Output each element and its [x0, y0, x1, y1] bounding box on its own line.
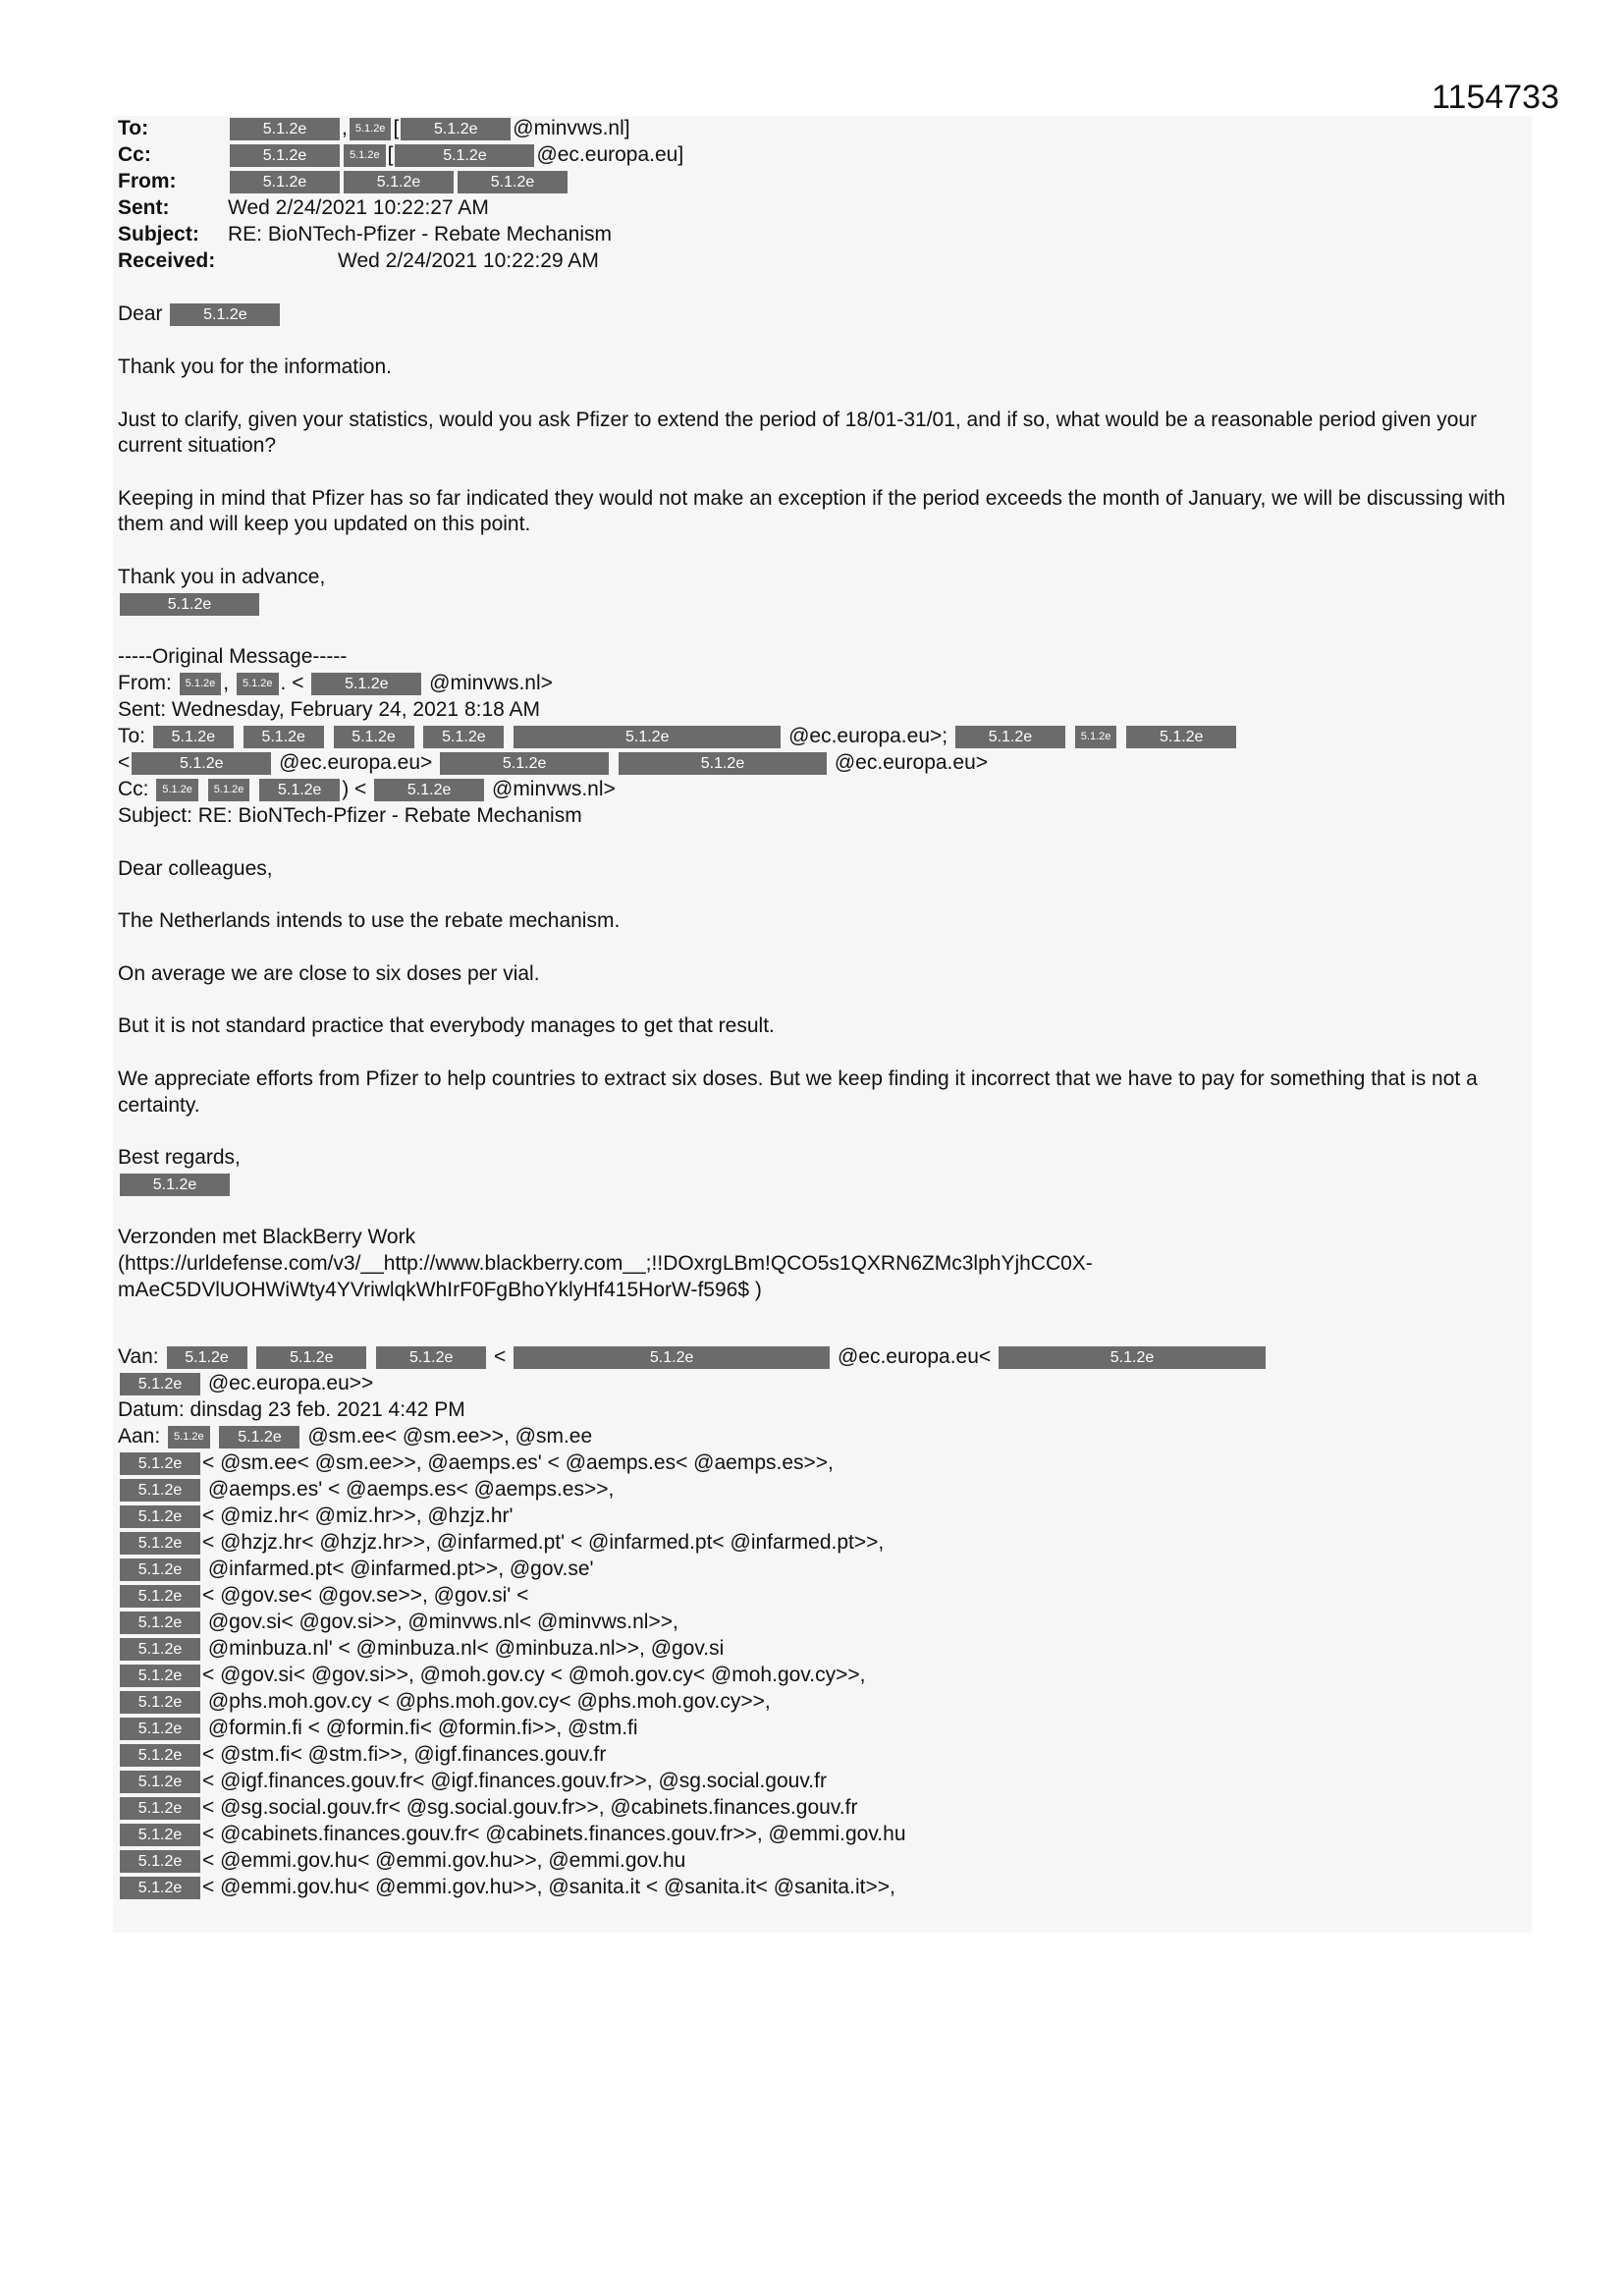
redaction: 5.1.2e [619, 752, 827, 775]
recipient-line: 5.1.2e < @miz.hr< @miz.hr>>, @hzjz.hr' [118, 1503, 1532, 1530]
received-row [118, 248, 1532, 275]
redaction: 5.1.2e [374, 779, 484, 801]
subject-row [118, 222, 1532, 248]
aan-row: Aan: 5.1.2e 5.1.2e @sm.ee< @sm.ee>>, @sm.ee [118, 1424, 593, 1448]
redaction: 5.1.2e [401, 118, 511, 140]
redaction: 5.1.2e [1126, 726, 1236, 748]
redaction: 5.1.2e [120, 1479, 200, 1502]
redaction: 5.1.2e [1075, 726, 1117, 748]
received-label: Received: [118, 249, 216, 273]
orig-to-cont: < 5.1.2e @ec.europa.eu> 5.1.2e 5.1.2e @ec.europa.eu> [118, 750, 989, 774]
recipient-line: 5.1.2e @gov.si< @gov.si>>, @minvws.nl< @minvws.nl>>, [118, 1610, 1532, 1636]
redaction: 5.1.2e [219, 1426, 299, 1449]
redaction: 5.1.2e [514, 726, 781, 748]
recipient-line: 5.1.2e @formin.fi < @formin.fi< @formin.fi>>, @stm.fi [118, 1716, 1532, 1742]
from-row [118, 169, 1532, 195]
recipient-line: 5.1.2e < @emmi.gov.hu< @emmi.gov.hu>>, @emmi.gov.hu [118, 1848, 1532, 1875]
recipient-line: 5.1.2e < @emmi.gov.hu< @emmi.gov.hu>>, @sanita.it < @sanita.it< @sanita.it>>, [118, 1875, 1532, 1901]
sent-label: Sent: [118, 196, 170, 220]
van-row-cont: 5.1.2e @ec.europa.eu>> [118, 1371, 1532, 1397]
recipient-line: 5.1.2e < @hzjz.hr< @hzjz.hr>>, @infarmed.pt' < @infarmed.pt< @infarmed.pt>>, [118, 1530, 1532, 1557]
redaction: 5.1.2e [120, 1797, 200, 1820]
redaction: 5.1.2e [120, 1452, 200, 1475]
from-label: From: [118, 170, 177, 193]
redaction: 5.1.2e [230, 118, 340, 140]
redaction: 5.1.2e [344, 171, 454, 193]
blackberry-line: Verzonden met BlackBerry Work [118, 1225, 416, 1248]
blackberry-url-cont: mAeC5DVlUOHWiWty4YVriwlqkWhIrF0FgBhoYklyHf415HorW-f596$ ) [118, 1278, 762, 1301]
subject-label: Subject: [118, 223, 199, 246]
sent-value: Wed 2/24/2021 10:22:27 AM [228, 196, 489, 220]
redaction: 5.1.2e [153, 726, 234, 748]
closing: Thank you in advance, [118, 565, 326, 588]
recipient-line: 5.1.2e < @stm.fi< @stm.fi>>, @igf.finances.gouv.fr [118, 1742, 1532, 1769]
redaction: 5.1.2e [120, 1558, 200, 1581]
redaction: 5.1.2e [120, 1612, 200, 1634]
closing: Best regards, [118, 1146, 241, 1170]
redaction: 5.1.2e [120, 1691, 200, 1714]
original-marker: -----Original Message----- [118, 644, 348, 668]
recipient-line: 5.1.2e @aemps.es' < @aemps.es< @aemps.es>>, [118, 1477, 1532, 1503]
redaction: 5.1.2e [999, 1346, 1266, 1369]
redaction: 5.1.2e [344, 144, 386, 167]
orig-sent: Sent: Wednesday, February 24, 2021 8:18 AM [118, 697, 540, 721]
redaction: 5.1.2e [334, 726, 414, 748]
redaction: 5.1.2e [180, 673, 222, 695]
redaction: 5.1.2e [132, 752, 271, 775]
redaction: 5.1.2e [440, 752, 609, 775]
redaction: 5.1.2e [423, 726, 504, 748]
recipient-line: 5.1.2e @infarmed.pt< @infarmed.pt>>, @gov.se' [118, 1557, 1532, 1583]
redaction: 5.1.2e [170, 303, 280, 326]
greeting: Dear 5.1.2e [118, 301, 1532, 328]
redaction: 5.1.2e [259, 779, 340, 801]
redaction: 5.1.2e [120, 1824, 200, 1846]
to-label: To: [118, 117, 149, 140]
cc-row: Cc: 5.1.2e 5.1.2e [ 5.1.2e @ec.europa.eu] [118, 142, 1532, 169]
cc-address: @ec.europa.eu] [536, 143, 684, 167]
to-row: To: 5.1.2e , 5.1.2e [ 5.1.2e @minvws.nl] [118, 116, 1532, 142]
recipient-line: 5.1.2e < @sg.social.gouv.fr< @sg.social.gouv.fr>>, @cabinets.finances.gouv.fr [118, 1795, 1532, 1822]
redaction: 5.1.2e [120, 1373, 200, 1395]
redaction: 5.1.2e [120, 1638, 200, 1661]
redaction: 5.1.2e [168, 1426, 210, 1449]
redaction: 5.1.2e [256, 1346, 366, 1369]
redaction: 5.1.2e [120, 1744, 200, 1767]
paragraph: Dear colleagues, [118, 856, 273, 880]
paragraph: Keeping in mind that Pfizer has so far indicated they would not make an exception if the period exceeds the month of January, we will be discussing with them and will keep you updated on this point. [118, 486, 1506, 536]
redaction: 5.1.2e [514, 1346, 830, 1369]
redaction: 5.1.2e [350, 118, 392, 140]
paragraph: The Netherlands intends to use the rebate mechanism. [118, 909, 621, 933]
redaction: 5.1.2e [955, 726, 1065, 748]
redaction: 5.1.2e [167, 1346, 247, 1369]
redaction: 5.1.2e [120, 1665, 200, 1687]
recipient-line: 5.1.2e < @gov.si< @gov.si>>, @moh.gov.cy < @moh.gov.cy< @moh.gov.cy>>, [118, 1663, 1532, 1689]
redaction: 5.1.2e [120, 1771, 200, 1793]
redaction: 5.1.2e [230, 171, 340, 193]
cc-label: Cc: [118, 143, 151, 167]
redaction: 5.1.2e [120, 1585, 200, 1608]
redaction: 5.1.2e [120, 1718, 200, 1740]
email-document [118, 116, 1532, 1901]
redaction: 5.1.2e [120, 593, 259, 616]
recipient-line: 5.1.2e < @gov.se< @gov.se>>, @gov.si' < [118, 1583, 1532, 1610]
recipient-line: 5.1.2e < @igf.finances.gouv.fr< @igf.finances.gouv.fr>>, @sg.social.gouv.fr [118, 1769, 1532, 1795]
redaction: 5.1.2e [120, 1174, 230, 1196]
redaction: 5.1.2e [120, 1850, 200, 1873]
blackberry-url: (https://urldefense.com/v3/__http://www.blackberry.com__;!!DOxrgLBm!QCO5s1QXRN6ZMc3lphYjhCC0X- [118, 1251, 1093, 1275]
recipient-line: 5.1.2e @phs.moh.gov.cy < @phs.moh.gov.cy< @phs.moh.gov.cy>>, [118, 1689, 1532, 1716]
recipient-line: 5.1.2e < @cabinets.finances.gouv.fr< @cabinets.finances.gouv.fr>>, @emmi.gov.hu [118, 1822, 1532, 1848]
orig-subject: Subject: RE: BioNTech-Pfizer - Rebate Mechanism [118, 803, 582, 827]
datum-row: Datum: dinsdag 23 feb. 2021 4:42 PM [118, 1397, 465, 1421]
redaction: 5.1.2e [244, 726, 324, 748]
redaction: 5.1.2e [156, 779, 198, 801]
redaction: 5.1.2e [120, 1532, 200, 1555]
sent-row [118, 195, 1532, 222]
signature [118, 1172, 1532, 1198]
redaction: 5.1.2e [311, 673, 421, 695]
paragraph: Thank you for the information. [118, 355, 392, 378]
redaction: 5.1.2e [458, 171, 568, 193]
redaction: 5.1.2e [120, 1505, 200, 1528]
van-row: Van: 5.1.2e 5.1.2e 5.1.2e < 5.1.2e @ec.europa.eu< 5.1.2e [118, 1344, 1532, 1371]
redaction: 5.1.2e [208, 779, 250, 801]
orig-to: To: 5.1.2e 5.1.2e 5.1.2e 5.1.2e 5.1.2e @ec.europa.eu>; 5.1.2e 5.1.2e 5.1.2e [118, 724, 1532, 750]
received-value: Wed 2/24/2021 10:22:29 AM [338, 249, 599, 273]
redaction: 5.1.2e [395, 144, 534, 167]
document-id: 1154733 [1432, 79, 1559, 116]
orig-from: From: 5.1.2e , 5.1.2e . < 5.1.2e @minvws.nl> [118, 671, 553, 694]
to-address: @minvws.nl] [513, 117, 630, 140]
paragraph: Just to clarify, given your statistics, would you ask Pfizer to extend the period of 18/01-31/01, and if so, what would be a reasonable period given your current situation? [118, 408, 1478, 458]
orig-cc: Cc: 5.1.2e 5.1.2e 5.1.2e ) < 5.1.2e @minvws.nl> [118, 777, 616, 800]
recipient-line: @sm.ee< @sm.ee>>, @sm.ee [307, 1424, 593, 1448]
paragraph: On average we are close to six doses per vial. [118, 961, 540, 985]
subject-value: RE: BioNTech-Pfizer - Rebate Mechanism [228, 223, 612, 246]
redaction: 5.1.2e [237, 673, 279, 695]
paragraph: But it is not standard practice that everybody manages to get that result. [118, 1014, 775, 1038]
recipient-line: 5.1.2e < @sm.ee< @sm.ee>>, @aemps.es' < @aemps.es< @aemps.es>>, [118, 1450, 1532, 1477]
paragraph: We appreciate efforts from Pfizer to help countries to extract six doses. But we keep finding it incorrect that we have to pay for something that is not a certainty. [118, 1066, 1478, 1117]
signature [118, 591, 1532, 618]
redaction: 5.1.2e [230, 144, 340, 167]
redaction: 5.1.2e [376, 1346, 486, 1369]
recipient-line: 5.1.2e @minbuza.nl' < @minbuza.nl< @minbuza.nl>>, @gov.si [118, 1636, 1532, 1663]
redaction: 5.1.2e [120, 1877, 200, 1899]
